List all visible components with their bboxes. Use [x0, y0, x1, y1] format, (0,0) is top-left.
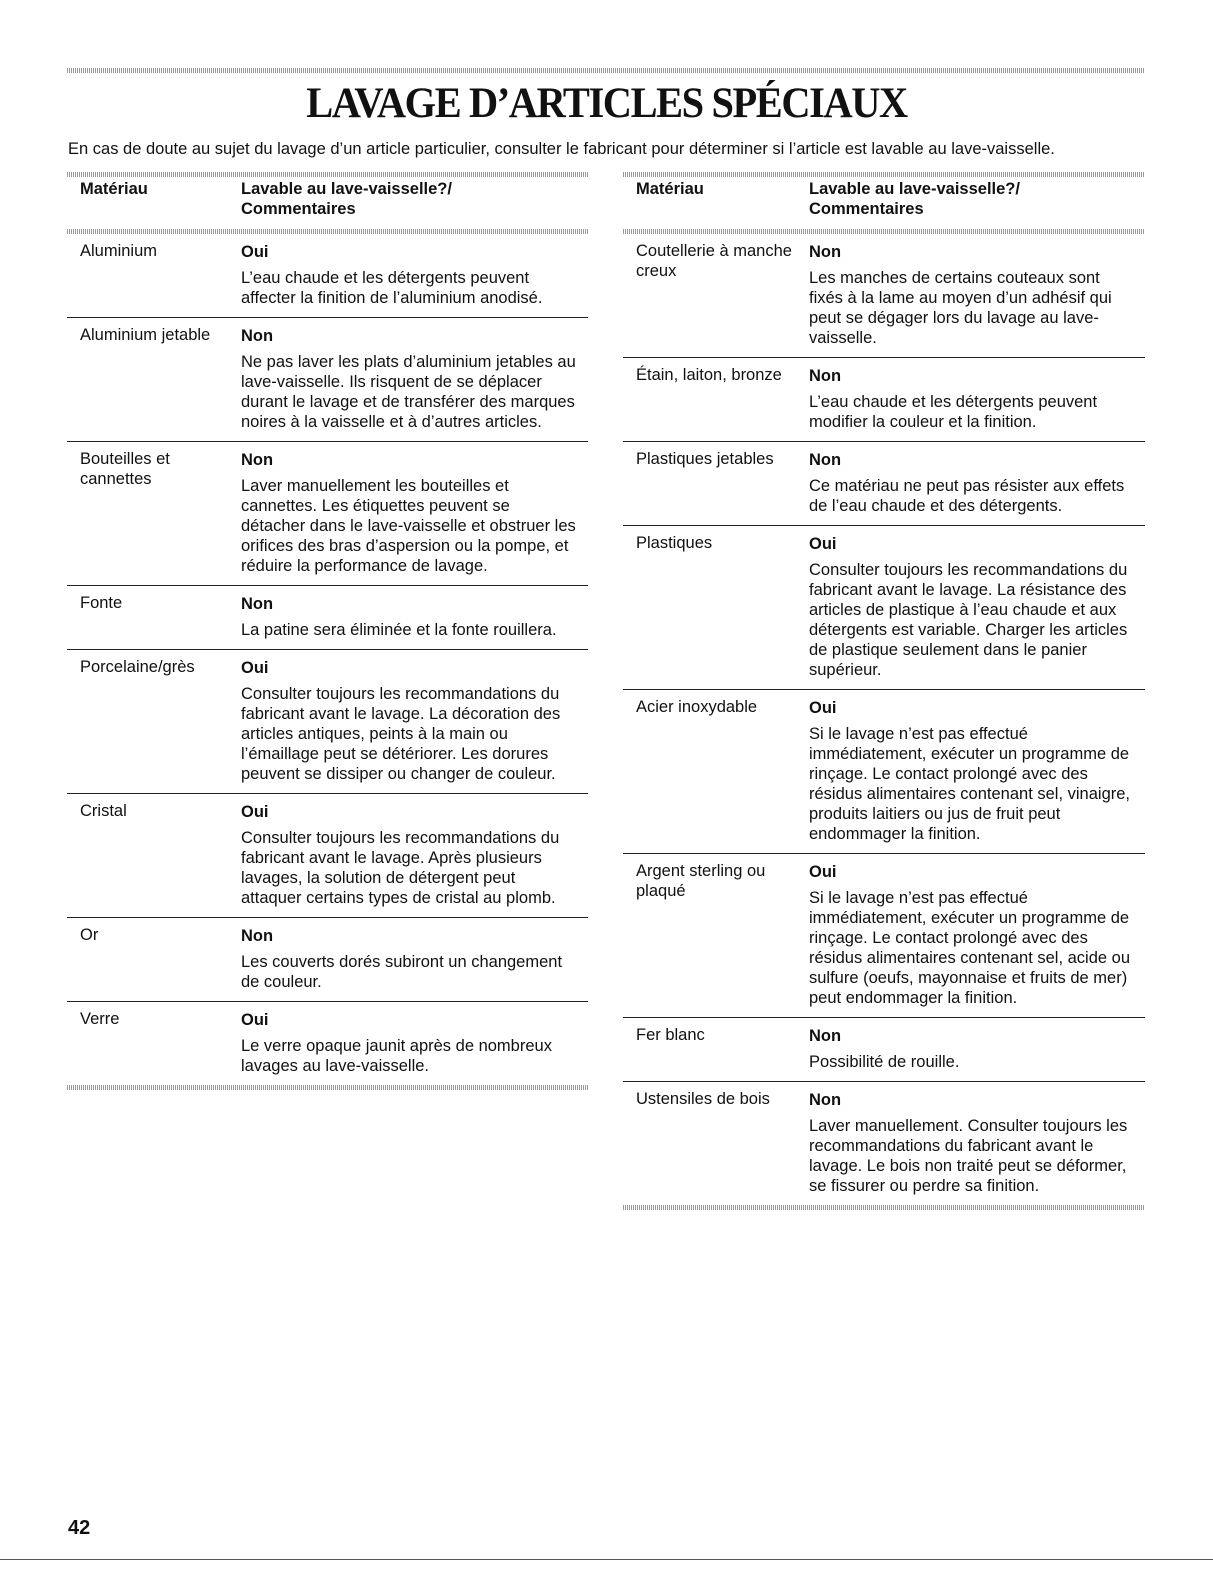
row-comment: Les manches de certains couteaux sont fixés à la lame au moyen d’un adhésif qui peut se dégager lors du lavage au lave-vaisselle. [809, 269, 1112, 347]
row-comment: Si le lavage n’est pas effectué immédiatement, exécuter un programme de rinçage. Le contact prolongé avec des résidus alimentaires contenant sel, vinaigre, produits laitiers ou jus de fruit peut endommager la finition. [809, 725, 1131, 843]
row-comment: Consulter toujours les recommandations du fabricant avant le lavage. La résistance des articles de plastique à l’eau chaude et aux détergents est variable. Charger les articles de plastique seulement dans le panier supérieur. [809, 561, 1128, 679]
table-row [67, 442, 588, 586]
row-comment: L’eau chaude et les détergents peuvent affecter la finition de l’aluminium anodisé. [241, 269, 543, 307]
left-table-body [67, 234, 588, 1085]
table-row [67, 918, 588, 1002]
header-comments [809, 179, 1020, 219]
row-verdict: Non [241, 595, 274, 613]
left-table [67, 172, 588, 1090]
right-table-body [623, 234, 1145, 1205]
right-table [623, 172, 1145, 1210]
row-material: Plastiques jetables [636, 450, 774, 468]
table-row [623, 1018, 1145, 1082]
row-verdict: Oui [809, 863, 837, 881]
header-comments [241, 179, 452, 219]
header-comments-line2: Commentaires [809, 200, 924, 218]
row-comment: Laver manuellement les bouteilles et cannettes. Les étiquettes peuvent se détacher dans le lave-vaisselle et obstruer les orifices des bras d’aspersion ou la pompe, et réduire la performance de lavage. [241, 477, 576, 575]
table-row [67, 1002, 588, 1085]
row-comment: Ne pas laver les plats d’aluminium jetables au lave-vaisselle. Ils risquent de se déplacer durant le lavage et de transférer des marques noires à la vaisselle et à d’autres articles. [241, 353, 576, 431]
row-comment: Possibilité de rouille. [809, 1053, 960, 1071]
row-verdict: Oui [809, 535, 837, 553]
header-comments-line2: Commentaires [241, 200, 356, 218]
row-material: Étain, laiton, bronze [636, 366, 782, 384]
table-row [623, 234, 1145, 358]
table-row [623, 358, 1145, 442]
table-row [67, 586, 588, 650]
row-comment: Consulter toujours les recommandations du fabricant avant le lavage. La décoration des articles antiques, peints à la main ou l’émaillage peut se détériorer. Les dorures peuvent se dissiper ou changer de couleur. [241, 685, 561, 783]
row-material: Aluminium [80, 242, 158, 260]
row-material: Fer blanc [636, 1026, 705, 1044]
row-comment: Si le lavage n’est pas effectué immédiatement, exécuter un programme de rinçage. Le contact prolongé avec des résidus alimentaires contenant sel, acide ou sulfure (oeufs, mayonnaise et fruits de mer) peut endommager la finition. [809, 889, 1131, 1007]
row-comment: Laver manuellement. Consulter toujours les recommandations du fabricant avant le lavage. Le bois non traité peut se déformer, se fissurer ou perdre sa finition. [809, 1117, 1128, 1195]
table-row [623, 442, 1145, 526]
row-verdict: Non [809, 367, 842, 385]
row-verdict: Oui [241, 243, 269, 261]
table-header [67, 177, 588, 229]
row-verdict: Non [809, 1091, 842, 1109]
row-comment: Consulter toujours les recommandations du fabricant avant le lavage. Après plusieurs lavages, la solution de détergent peut attaquer certains types de cristal au plomb. [241, 829, 560, 907]
row-material: Plastiques [636, 534, 713, 552]
row-verdict: Non [809, 243, 842, 261]
row-material: Verre [80, 1010, 120, 1028]
row-material: Bouteilles et cannettes [80, 450, 170, 488]
header-material: Matériau [80, 180, 148, 198]
row-material: Coutellerie à manche creux [636, 242, 792, 280]
row-verdict: Oui [241, 659, 269, 677]
row-verdict: Oui [241, 803, 269, 821]
row-comment: Ce matériau ne peut pas résister aux effets de l’eau chaude et des détergents. [809, 477, 1125, 515]
header-material: Matériau [636, 180, 704, 198]
table-row [623, 1082, 1145, 1205]
row-verdict: Oui [241, 1011, 269, 1029]
page-number: 42 [68, 1517, 91, 1539]
row-verdict: Non [241, 927, 274, 945]
row-material: Acier inoxydable [636, 698, 758, 716]
row-verdict: Non [809, 451, 842, 469]
top-hatched-rule [67, 68, 1145, 73]
table-row [623, 854, 1145, 1018]
table-header [623, 177, 1145, 229]
row-verdict: Non [809, 1027, 842, 1045]
table-row [67, 318, 588, 442]
header-comments-line1: Lavable au lave-vaisselle?/ [809, 180, 1020, 198]
row-comment: L’eau chaude et les détergents peuvent modifier la couleur et la finition. [809, 393, 1098, 431]
table-row [623, 690, 1145, 854]
table-row [67, 234, 588, 318]
row-verdict: Oui [809, 699, 837, 717]
page-title: LAVAGE D’ARTICLES SPÉCIAUX [306, 80, 907, 127]
row-material: Aluminium jetable [80, 326, 211, 344]
row-material: Porcelaine/grès [80, 658, 195, 676]
row-material: Fonte [80, 594, 123, 612]
row-comment: La patine sera éliminée et la fonte rouillera. [241, 621, 557, 639]
header-comments-line1: Lavable au lave-vaisselle?/ [241, 180, 452, 198]
row-comment: Le verre opaque jaunit après de nombreux lavages au lave-vaisselle. [241, 1037, 552, 1075]
table-row [67, 794, 588, 918]
row-material: Cristal [80, 802, 127, 820]
table-bottom-rule [67, 1085, 588, 1090]
table-row [67, 650, 588, 794]
row-verdict: Non [241, 451, 274, 469]
row-material: Ustensiles de bois [636, 1090, 770, 1108]
row-verdict: Non [241, 327, 274, 345]
table-bottom-rule [623, 1205, 1145, 1210]
bottom-rule [0, 1559, 1213, 1560]
row-material: Or [80, 926, 99, 944]
row-comment: Les couverts dorés subiront un changement de couleur. [241, 953, 563, 991]
row-material: Argent sterling ou plaqué [636, 862, 766, 900]
intro-text: En cas de doute au sujet du lavage d’un article particulier, consulter le fabricant pour déterminer si l’article est lavable au lave-vaisselle. [68, 140, 1055, 158]
table-row [623, 526, 1145, 690]
